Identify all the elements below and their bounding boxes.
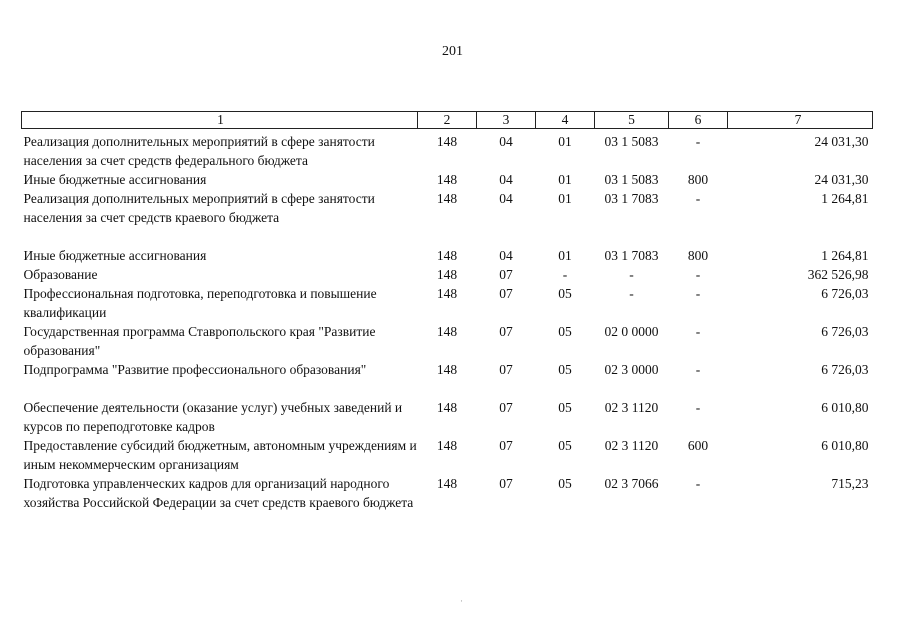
- row-name: Образование: [23, 267, 98, 282]
- row-col-2: 148: [436, 191, 458, 206]
- row-name: Подготовка управленческих кадров для организаций народного хозяйства Российской Федерации за счет средств краевого бюджета: [23, 476, 414, 510]
- table-row: [22, 265, 873, 284]
- row-col-3: 04: [499, 134, 513, 149]
- row-name: Реализация дополнительных мероприятий в сфере занятости населения за счет средств краевого бюджета: [23, 191, 375, 225]
- row-col-5: 03 1 5083: [604, 134, 659, 149]
- table-row: [22, 284, 873, 322]
- row-name: Предоставление субсидий бюджетным, автономным учреждениям и иным некоммерческим организациям: [23, 438, 417, 472]
- row-col-6: -: [695, 286, 701, 301]
- budget-table: [21, 111, 873, 512]
- row-name: Государственная программа Ставропольского края "Развитие образования": [23, 324, 376, 358]
- header-row: [22, 112, 873, 129]
- row-col-3: 07: [499, 438, 513, 453]
- row-col-4: 05: [558, 400, 572, 415]
- row-col-6: -: [695, 267, 701, 282]
- header-col-2: 2: [418, 112, 477, 129]
- row-name: Иные бюджетные ассигнования: [23, 172, 207, 187]
- table-row: [22, 474, 873, 512]
- row-col-2: 148: [436, 438, 458, 453]
- row-col-5: 02 3 7066: [604, 476, 659, 491]
- row-name: Подпрограмма "Развитие профессионального образования": [23, 362, 367, 377]
- row-col-2: 148: [436, 248, 458, 263]
- row-col-3: 04: [499, 172, 513, 187]
- row-col-2: 148: [436, 267, 458, 282]
- row-col-4: 01: [558, 172, 572, 187]
- table-body: [22, 129, 873, 513]
- row-col-3: 07: [499, 362, 513, 377]
- row-col-3: 07: [499, 324, 513, 339]
- table-row: [22, 246, 873, 265]
- row-col-4: 01: [558, 134, 572, 149]
- row-col-4: 05: [558, 324, 572, 339]
- table-row: [22, 436, 873, 474]
- row-name: Реализация дополнительных мероприятий в сфере занятости населения за счет средств федерального бюджета: [23, 134, 375, 168]
- row-col-5: 03 1 7083: [604, 248, 659, 263]
- row-col-4: 05: [558, 362, 572, 377]
- row-col-7: 362 526,98: [807, 267, 869, 282]
- row-col-4: 05: [558, 438, 572, 453]
- table-row: [22, 360, 873, 398]
- row-col-3: 04: [499, 191, 513, 206]
- table-row: [22, 170, 873, 189]
- table-row: [22, 398, 873, 436]
- table-header: [22, 112, 873, 129]
- header-col-6: 6: [669, 112, 728, 129]
- row-col-3: 07: [499, 400, 513, 415]
- page-number: 201: [442, 44, 463, 59]
- row-col-2: 148: [436, 286, 458, 301]
- header-col-4: 4: [536, 112, 595, 129]
- row-col-7: 6 010,80: [821, 438, 869, 453]
- row-col-5: 03 1 5083: [604, 172, 659, 187]
- row-col-2: 148: [436, 134, 458, 149]
- row-col-5: 02 3 1120: [604, 438, 659, 453]
- row-col-7: 24 031,30: [814, 134, 869, 149]
- row-col-5: -: [629, 267, 634, 282]
- row-col-5: 02 0 0000: [604, 324, 659, 339]
- row-col-7: 715,23: [831, 476, 869, 491]
- row-col-5: -: [629, 286, 634, 301]
- row-col-6: 800: [687, 172, 709, 187]
- header-col-5: 5: [595, 112, 669, 129]
- row-col-3: 07: [499, 476, 513, 491]
- row-col-7: 24 031,30: [814, 172, 869, 187]
- row-name: Обеспечение деятельности (оказание услуг) учебных заведений и курсов по переподготовке кадров: [23, 400, 403, 434]
- row-col-2: 148: [436, 476, 458, 491]
- row-col-6: -: [695, 134, 701, 149]
- row-col-4: 01: [558, 248, 572, 263]
- row-col-5: 02 3 0000: [604, 362, 659, 377]
- table-row: [22, 129, 873, 171]
- table-row: [22, 189, 873, 246]
- row-col-3: 04: [499, 248, 513, 263]
- row-col-7: 6 726,03: [821, 324, 869, 339]
- row-col-7: 6 726,03: [821, 286, 869, 301]
- row-col-5: 03 1 7083: [604, 191, 659, 206]
- row-col-6: -: [695, 191, 701, 206]
- row-col-2: 148: [436, 362, 458, 377]
- row-col-7: 6 010,80: [821, 400, 869, 415]
- header-col-1: 1: [22, 112, 418, 129]
- row-col-3: 07: [499, 267, 513, 282]
- row-col-6: -: [695, 362, 701, 377]
- row-col-3: 07: [499, 286, 513, 301]
- row-name: Иные бюджетные ассигнования: [23, 248, 207, 263]
- row-col-6: 800: [687, 248, 709, 263]
- row-col-7: 6 726,03: [821, 362, 869, 377]
- row-col-7: 1 264,81: [821, 248, 869, 263]
- table-row: [22, 322, 873, 360]
- row-col-6: -: [695, 400, 701, 415]
- scan-speck: ·: [460, 596, 463, 606]
- row-col-6: -: [695, 324, 701, 339]
- row-col-6: 600: [687, 438, 709, 453]
- row-col-4: -: [562, 267, 568, 282]
- row-col-7: 1 264,81: [821, 191, 869, 206]
- header-col-3: 3: [477, 112, 536, 129]
- row-col-5: 02 3 1120: [604, 400, 659, 415]
- row-col-4: 05: [558, 286, 572, 301]
- row-col-2: 148: [436, 400, 458, 415]
- row-col-4: 05: [558, 476, 572, 491]
- row-col-4: 01: [558, 191, 572, 206]
- header-col-7: 7: [728, 112, 873, 129]
- row-name: Профессиональная подготовка, переподготовка и повышение квалификации: [23, 286, 377, 320]
- row-col-6: -: [695, 476, 701, 491]
- row-col-2: 148: [436, 172, 458, 187]
- row-col-2: 148: [436, 324, 458, 339]
